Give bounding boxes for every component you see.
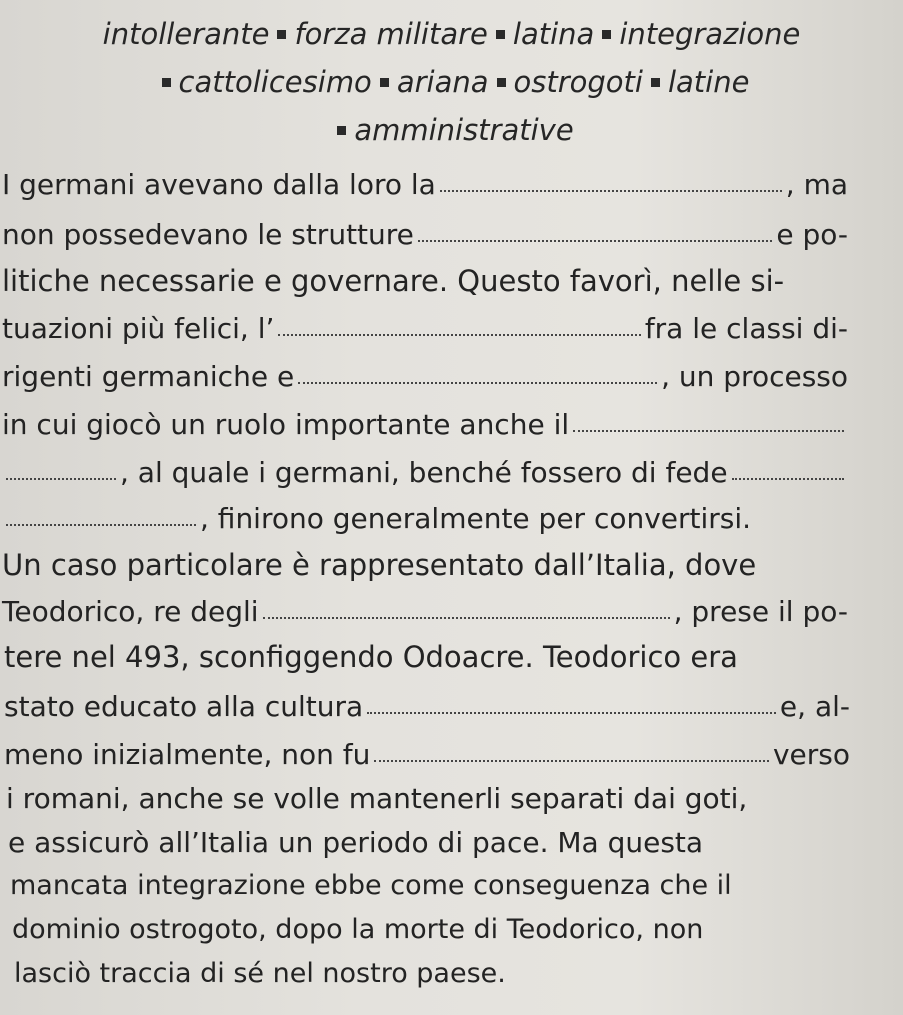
text-line-8 <box>2 502 848 535</box>
text-line-12 <box>4 690 850 723</box>
text-line-10 <box>2 595 848 628</box>
fill-in-blank[interactable] <box>440 188 782 192</box>
text-segment: Un caso particolare è rappresentato dall’Italia, dove <box>2 548 757 582</box>
text-segment: non possedevano le strutture <box>2 218 414 251</box>
text-segment: lasciò traccia di sé nel nostro paese. <box>14 958 506 989</box>
word-option: latine <box>667 65 750 99</box>
text-segment: e po- <box>776 218 848 251</box>
word-option: intollerante <box>102 17 270 51</box>
text-segment: in cui giocò un ruolo importante anche il <box>2 408 570 441</box>
text-segment: tuazioni più felici, l’ <box>2 312 275 345</box>
fill-in-blank[interactable] <box>732 476 844 480</box>
text-line-5 <box>2 360 848 393</box>
text-segment: verso <box>772 738 850 771</box>
text-segment: rigenti germaniche e <box>2 360 295 393</box>
fill-in-blank[interactable] <box>298 380 657 384</box>
text-segment: fra le classi di- <box>644 312 848 345</box>
text-line-9 <box>2 548 848 582</box>
text-line-13 <box>4 738 850 771</box>
text-segment: meno inizialmente, non fu <box>4 738 371 771</box>
text-segment: stato educato alla cultura <box>4 690 364 723</box>
text-line-6 <box>2 408 848 441</box>
fill-in-blank[interactable] <box>418 238 772 242</box>
fill-in-blank[interactable] <box>263 615 670 619</box>
text-line-3 <box>2 264 848 298</box>
text-segment: I germani avevano dalla loro la <box>2 168 436 201</box>
text-segment: , ma <box>785 168 848 201</box>
fill-in-blank[interactable] <box>374 758 769 762</box>
fill-in-blank[interactable] <box>367 710 776 714</box>
text-segment: tere nel 493, sconfiggendo Odoacre. Teodorico era <box>4 640 738 674</box>
word-option: ariana <box>396 65 489 99</box>
text-line-16 <box>10 870 856 901</box>
word-option: cattolicesimo <box>178 65 372 99</box>
text-line-2 <box>2 218 848 251</box>
word-option: latina <box>512 17 595 51</box>
text-segment: , al quale i germani, benché fossero di fede <box>120 456 728 489</box>
text-segment: dominio ostrogoto, dopo la morte di Teodorico, non <box>12 914 704 945</box>
fill-in-blank[interactable] <box>278 332 640 336</box>
text-segment: i romani, anche se volle mantenerli separati dai goti, <box>6 782 748 815</box>
text-segment: litiche necessarie e governare. Questo favorì, nelle si- <box>2 264 785 298</box>
text-line-14 <box>6 782 852 815</box>
word-option: amministrative <box>354 113 574 147</box>
word-option: forza militare <box>294 17 488 51</box>
text-line-15 <box>8 826 854 859</box>
text-line-18 <box>14 958 860 989</box>
text-segment: , prese il po- <box>673 595 848 628</box>
word-option: ostrogoti <box>513 65 643 99</box>
text-segment: e, al- <box>779 690 850 723</box>
text-line-11 <box>4 640 850 674</box>
text-segment: e assicurò all’Italia un periodo di pace. Ma questa <box>8 826 704 859</box>
text-line-7 <box>2 456 848 489</box>
text-line-17 <box>12 914 858 945</box>
fill-in-blank[interactable] <box>6 522 196 526</box>
text-segment: mancata integrazione ebbe come conseguenza che il <box>10 870 732 901</box>
text-segment: , un processo <box>661 360 848 393</box>
text-line-4 <box>2 312 848 345</box>
text-line-1 <box>2 168 848 201</box>
word-option: integrazione <box>619 17 801 51</box>
fill-in-blank[interactable] <box>573 428 844 432</box>
fill-in-blank[interactable] <box>6 476 116 480</box>
text-segment: Teodorico, re degli <box>2 595 259 628</box>
text-segment: , finirono generalmente per convertirsi. <box>200 502 752 535</box>
